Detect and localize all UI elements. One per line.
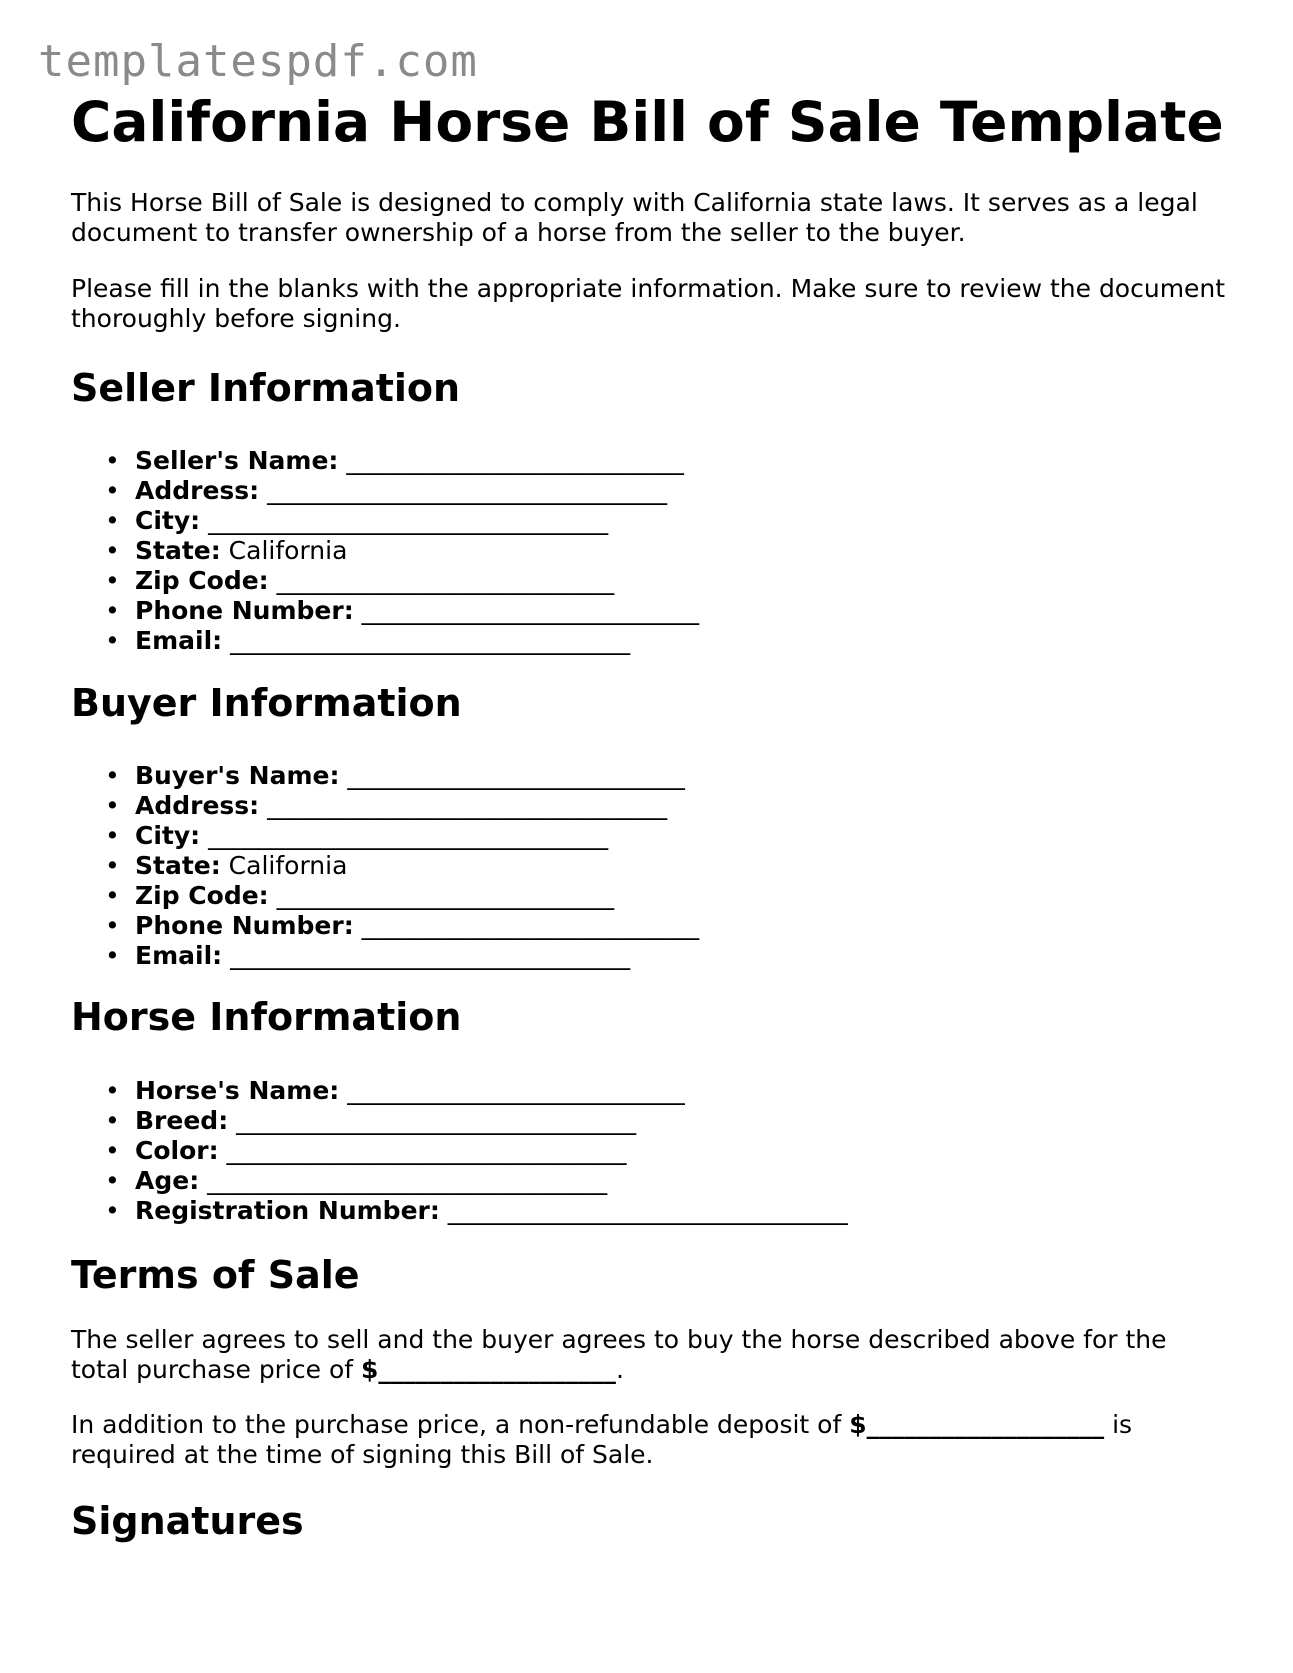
buyer-email-field[interactable]: [71, 941, 1231, 971]
buyer-fields: [71, 761, 1231, 971]
page-title: California Horse Bill of Sale Template: [71, 90, 1224, 154]
field-blank[interactable]: ________________________________: [222, 626, 631, 655]
field-label: State:: [135, 536, 221, 565]
field-label: Registration Number:: [135, 1196, 440, 1225]
buyer-zip-field[interactable]: [71, 881, 1231, 911]
field-label: Horse's Name:: [135, 1076, 340, 1105]
field-label: Breed:: [135, 1106, 229, 1135]
horse-fields: [71, 1076, 1231, 1226]
field-blank[interactable]: ________________________________: [439, 1196, 848, 1225]
field-blank[interactable]: ________________________________: [200, 506, 609, 535]
field-label: Zip Code:: [135, 566, 269, 595]
horse-registration-field[interactable]: [71, 1196, 1231, 1226]
terms-heading: Terms of Sale: [71, 1253, 360, 1297]
seller-name-field[interactable]: [71, 446, 1231, 476]
intro-paragraph-2: Please fill in the blanks with the appropriate information. Make sure to review the document thoroughly before signing.: [71, 274, 1226, 333]
field-label: City:: [135, 506, 201, 535]
seller-city-field[interactable]: [71, 506, 1231, 536]
watermark: templatespdf.com: [38, 36, 478, 87]
horse-name-field[interactable]: [71, 1076, 1231, 1106]
field-label: Email:: [135, 626, 223, 655]
field-blank[interactable]: ___________________________: [353, 911, 700, 940]
deposit-blank[interactable]: $___________________: [849, 1410, 1105, 1439]
buyer-name-field[interactable]: [71, 761, 1231, 791]
field-label: Age:: [135, 1166, 200, 1195]
seller-address-field[interactable]: [71, 476, 1231, 506]
field-blank[interactable]: ________________________________: [199, 1166, 608, 1195]
field-label: Email:: [135, 941, 223, 970]
seller-heading: Seller Information: [71, 366, 461, 410]
seller-phone-field[interactable]: [71, 596, 1231, 626]
field-blank[interactable]: ___________________________: [268, 566, 615, 595]
field-blank[interactable]: ________________________________: [259, 476, 668, 505]
seller-state-field: [71, 536, 1231, 566]
purchase-price-blank[interactable]: $___________________: [361, 1355, 616, 1384]
intro-paragraph-1: This Horse Bill of Sale is designed to comply with California state laws. It serves as a legal document to transfer ownership of a horse from the seller to the buyer.: [71, 188, 1198, 247]
field-label: Address:: [135, 791, 260, 820]
field-blank[interactable]: ________________________________: [218, 1136, 627, 1165]
field-label: City:: [135, 821, 201, 850]
field-label: Phone Number:: [135, 911, 354, 940]
field-label: Zip Code:: [135, 881, 269, 910]
field-label: Color:: [135, 1136, 219, 1165]
field-label: Buyer's Name:: [135, 761, 340, 790]
seller-zip-field[interactable]: [71, 566, 1231, 596]
field-blank[interactable]: ___________________________: [339, 1076, 685, 1105]
horse-heading: Horse Information: [71, 995, 462, 1039]
field-value: California: [220, 536, 348, 565]
field-blank[interactable]: ________________________________: [228, 1106, 637, 1135]
field-blank[interactable]: ________________________________: [200, 821, 609, 850]
field-label: Phone Number:: [135, 596, 354, 625]
terms-paragraph-1: [71, 1325, 1231, 1385]
document-body: [71, 90, 1231, 1544]
terms-text: .: [615, 1355, 624, 1384]
field-blank[interactable]: ___________________________: [338, 446, 684, 475]
field-blank[interactable]: ___________________________: [353, 596, 700, 625]
field-blank[interactable]: ________________________________: [222, 941, 631, 970]
field-value: California: [220, 851, 348, 880]
field-blank[interactable]: ___________________________: [339, 761, 685, 790]
horse-color-field[interactable]: [71, 1136, 1231, 1166]
seller-email-field[interactable]: [71, 626, 1231, 656]
field-blank[interactable]: ___________________________: [268, 881, 615, 910]
horse-breed-field[interactable]: [71, 1106, 1231, 1136]
signatures-heading: Signatures: [71, 1499, 304, 1543]
terms-paragraph-2: [71, 1410, 1231, 1470]
buyer-address-field[interactable]: [71, 791, 1231, 821]
field-label: Seller's Name:: [135, 446, 339, 475]
terms-text: is required at the time of signing this Bill of Sale.: [71, 1410, 1133, 1469]
terms-text: The seller agrees to sell and the buyer agrees to buy the horse described above for the total purchase price of: [71, 1325, 1167, 1384]
seller-fields: [71, 446, 1231, 656]
buyer-state-field: [71, 851, 1231, 881]
field-label: Address:: [135, 476, 260, 505]
field-blank[interactable]: ________________________________: [259, 791, 668, 820]
buyer-phone-field[interactable]: [71, 911, 1231, 941]
field-label: State:: [135, 851, 221, 880]
horse-age-field[interactable]: [71, 1166, 1231, 1196]
buyer-city-field[interactable]: [71, 821, 1231, 851]
buyer-heading: Buyer Information: [71, 681, 462, 725]
terms-text: In addition to the purchase price, a non-refundable deposit of: [71, 1410, 850, 1439]
